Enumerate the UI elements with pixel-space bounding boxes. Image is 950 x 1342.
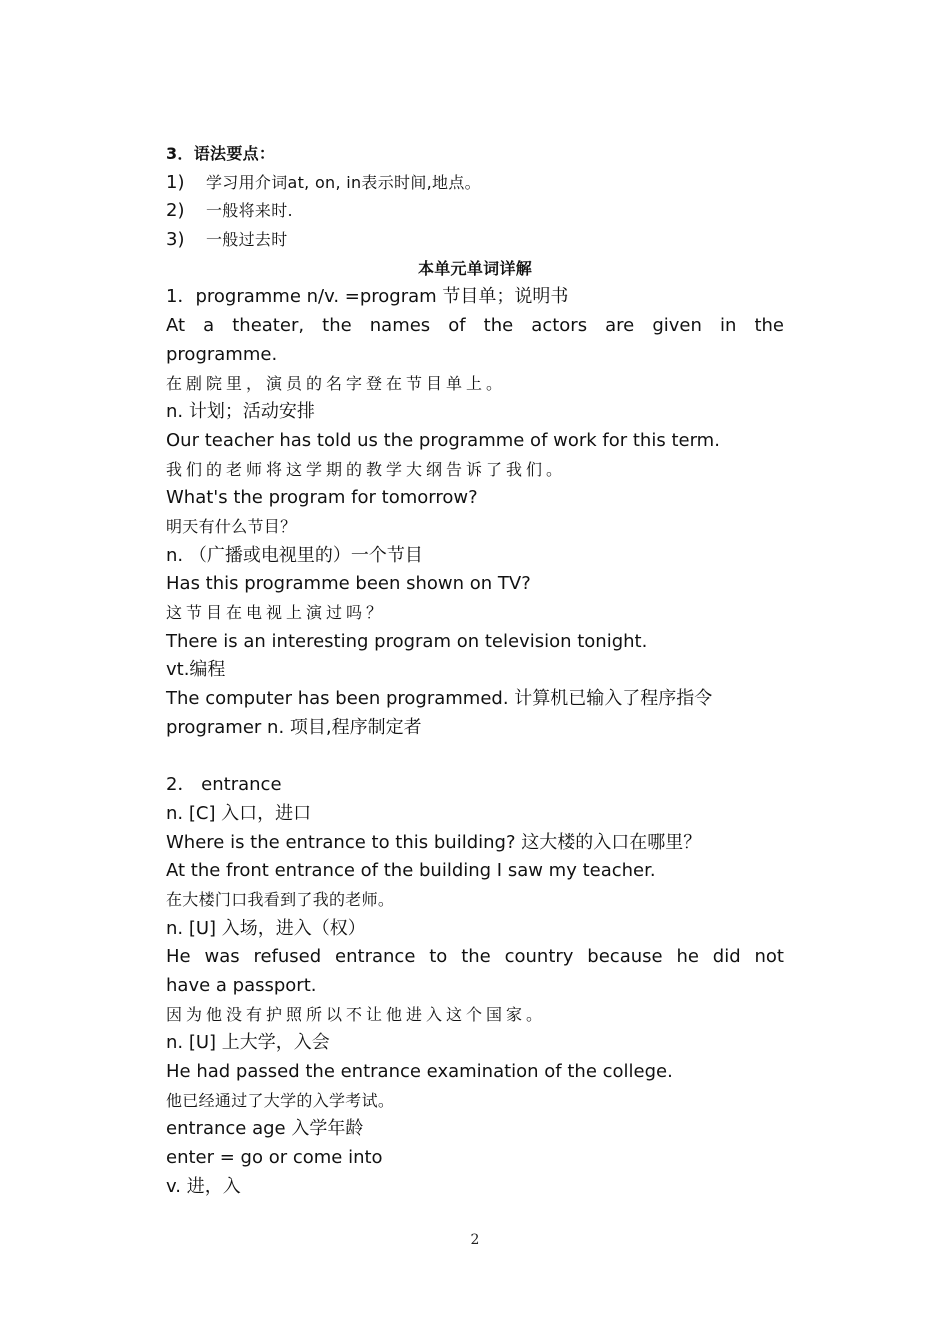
definition: n. 计划；活动安排 xyxy=(166,401,315,423)
example-translation: 我们的老师将这学期的教学大纲告诉了我们。 xyxy=(166,459,567,479)
example-translation: 他已经通过了大学的入学考试。 xyxy=(166,1090,395,1110)
grammar-item-number: 3) xyxy=(166,229,185,251)
example-sentence: He was refused entrance to the country because he did not xyxy=(166,946,784,968)
definition: vt.编程 xyxy=(166,659,226,681)
example-sentence: The computer has been programmed. 计算机已输入了程序指令 xyxy=(166,688,713,710)
grammar-item xyxy=(166,169,784,198)
example-sentence: He had passed the entrance examination of the college. xyxy=(166,1061,673,1082)
page-number: 2 xyxy=(470,1232,480,1248)
vocab-section-title: 本单元单词详解 xyxy=(417,258,533,278)
definition: v. 进，入 xyxy=(166,1175,241,1197)
grammar-item-text: 一般过去时 xyxy=(206,230,288,250)
example-sentence: At the front entrance of the building I saw my teacher. xyxy=(166,860,656,882)
grammar-item xyxy=(166,197,784,226)
example-sentence: Where is the entrance to this building? 这大楼的入口在哪里？ xyxy=(166,831,702,853)
grammar-section-title: 3．语法要点： xyxy=(166,144,276,163)
example-sentence: Has this programme been shown on TV? xyxy=(166,573,531,595)
example-sentence-continued: have a passport. xyxy=(166,974,317,996)
example-translation: 明天有什么节目？ xyxy=(166,516,297,536)
example-sentence: At a theater, the names of the actors are given in the xyxy=(166,315,784,337)
definition: n. （广播或电视里的）一个节目 xyxy=(166,544,423,566)
definition: n. [U] 上大学，入会 xyxy=(166,1032,330,1054)
derived-word: programer n. 项目,程序制定者 xyxy=(166,716,422,738)
example-translation: 这节目在电视上演过吗？ xyxy=(166,603,387,622)
grammar-item-text: 学习用介词at, on, in表示时间,地点。 xyxy=(206,172,481,192)
definition: n. [C] 入口，进口 xyxy=(166,802,312,824)
example-sentence: Our teacher has told us the programme of work for this term. xyxy=(166,429,720,451)
related-word: enter = go or come into xyxy=(166,1147,383,1169)
grammar-item-text: 一般将来时. xyxy=(206,201,293,221)
grammar-item-number: 1) xyxy=(166,171,185,193)
phrase: entrance age 入学年龄 xyxy=(166,1118,364,1140)
grammar-item-number: 2) xyxy=(166,200,185,222)
example-translation: 在剧院里，演员的名字登在节目单上。 xyxy=(166,373,507,393)
example-translation: 在大楼门口我看到了我的老师。 xyxy=(166,889,395,909)
example-sentence: There is an interesting program on television tonight. xyxy=(166,630,648,652)
grammar-item xyxy=(166,226,784,255)
definition: n. [U] 入场，进入（权） xyxy=(166,917,366,939)
example-sentence: What's the program for tomorrow? xyxy=(166,487,478,509)
blank-line xyxy=(166,742,784,771)
page-content xyxy=(166,140,784,1201)
programme-heading: 1．programme n/v. =program 节目单；说明书 xyxy=(166,286,569,308)
entrance-heading: 2． entrance xyxy=(166,774,282,796)
example-translation: 因为他没有护照所以不让他进入这个国家。 xyxy=(166,1004,547,1024)
example-sentence-continued: programme. xyxy=(166,343,278,365)
